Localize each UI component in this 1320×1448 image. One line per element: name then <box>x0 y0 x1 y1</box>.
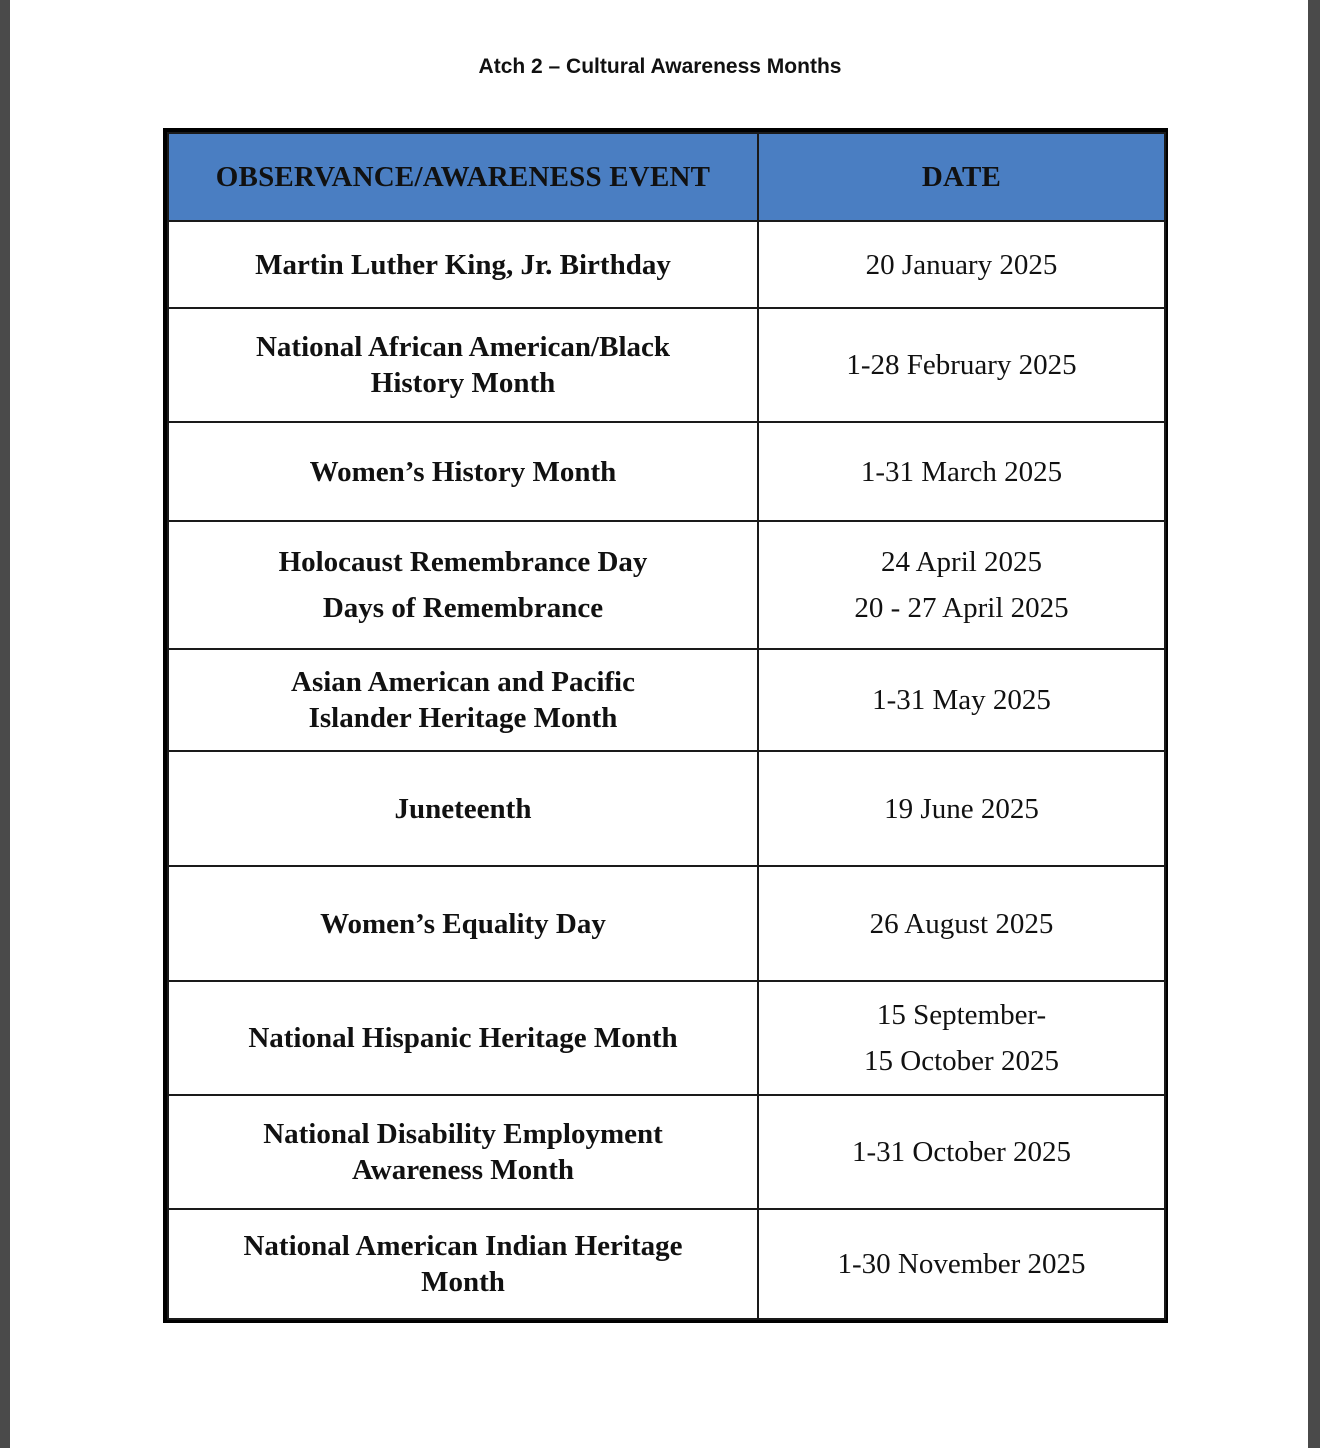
event-cell <box>168 1209 758 1319</box>
date-line: 1-28 February 2025 <box>846 349 1077 381</box>
left-window-edge <box>0 0 10 1448</box>
date-cell <box>758 981 1165 1095</box>
right-window-edge <box>1308 0 1320 1448</box>
event-line: Women’s Equality Day <box>320 907 606 940</box>
event-line: Juneteenth <box>394 792 532 825</box>
event-line: Martin Luther King, Jr. Birthday <box>255 248 671 281</box>
date-cell <box>758 649 1165 751</box>
event-line: Holocaust Remembrance Day <box>278 546 648 578</box>
table-row <box>168 521 1165 649</box>
event-line: National Hispanic Heritage Month <box>248 1022 678 1054</box>
date-cell <box>758 308 1165 422</box>
table-row <box>168 751 1165 866</box>
event-cell <box>168 981 758 1095</box>
date-line: 20 - 27 April 2025 <box>854 592 1069 624</box>
event-line: National Disability Employment <box>263 1118 663 1150</box>
date-cell <box>758 221 1165 308</box>
event-line: Women’s History Month <box>309 455 617 488</box>
event-cell <box>168 521 758 649</box>
date-line: 24 April 2025 <box>880 546 1043 578</box>
date-line: 19 June 2025 <box>884 792 1039 825</box>
date-cell <box>758 866 1165 981</box>
table-row <box>168 649 1165 751</box>
header-date: DATE <box>758 133 1165 221</box>
event-cell <box>168 751 758 866</box>
date-line: 1-31 March 2025 <box>860 455 1063 488</box>
event-line: Islander Heritage Month <box>308 702 618 734</box>
event-cell <box>168 422 758 521</box>
date-line: 1-31 May 2025 <box>872 684 1051 716</box>
table-row <box>168 981 1165 1095</box>
event-line: National African American/Black <box>255 331 671 363</box>
event-line: History Month <box>370 367 556 399</box>
table-row <box>168 866 1165 981</box>
date-cell <box>758 521 1165 649</box>
event-cell <box>168 649 758 751</box>
event-cell <box>168 866 758 981</box>
event-cell <box>168 308 758 422</box>
awareness-table <box>163 128 1168 1323</box>
table-row <box>168 1209 1165 1319</box>
event-line: Month <box>421 1266 505 1298</box>
date-cell <box>758 1209 1165 1319</box>
event-cell <box>168 1095 758 1209</box>
event-line: National American Indian Heritage <box>243 1230 683 1262</box>
document-page <box>10 0 1308 1448</box>
date-line: 15 September- <box>876 999 1047 1031</box>
date-line: 1-30 November 2025 <box>837 1248 1086 1280</box>
date-cell <box>758 751 1165 866</box>
document-title: Atch 2 – Cultural Awareness Months <box>478 55 842 78</box>
table-row <box>168 308 1165 422</box>
table-row <box>168 221 1165 308</box>
awareness-table-grid <box>167 132 1166 1320</box>
date-cell <box>758 422 1165 521</box>
event-line: Asian American and Pacific <box>291 666 635 698</box>
table-row <box>168 1095 1165 1209</box>
header-event: OBSERVANCE/AWARENESS EVENT <box>168 133 758 221</box>
event-cell <box>168 221 758 308</box>
event-line: Awareness Month <box>351 1154 575 1186</box>
event-line: Days of Remembrance <box>322 592 604 624</box>
date-cell <box>758 1095 1165 1209</box>
date-line: 26 August 2025 <box>869 907 1054 940</box>
date-line: 20 January 2025 <box>865 248 1058 281</box>
date-line: 15 October 2025 <box>864 1045 1059 1077</box>
date-line: 1-31 October 2025 <box>851 1136 1072 1168</box>
table-header-row <box>168 133 1165 221</box>
table-row <box>168 422 1165 521</box>
